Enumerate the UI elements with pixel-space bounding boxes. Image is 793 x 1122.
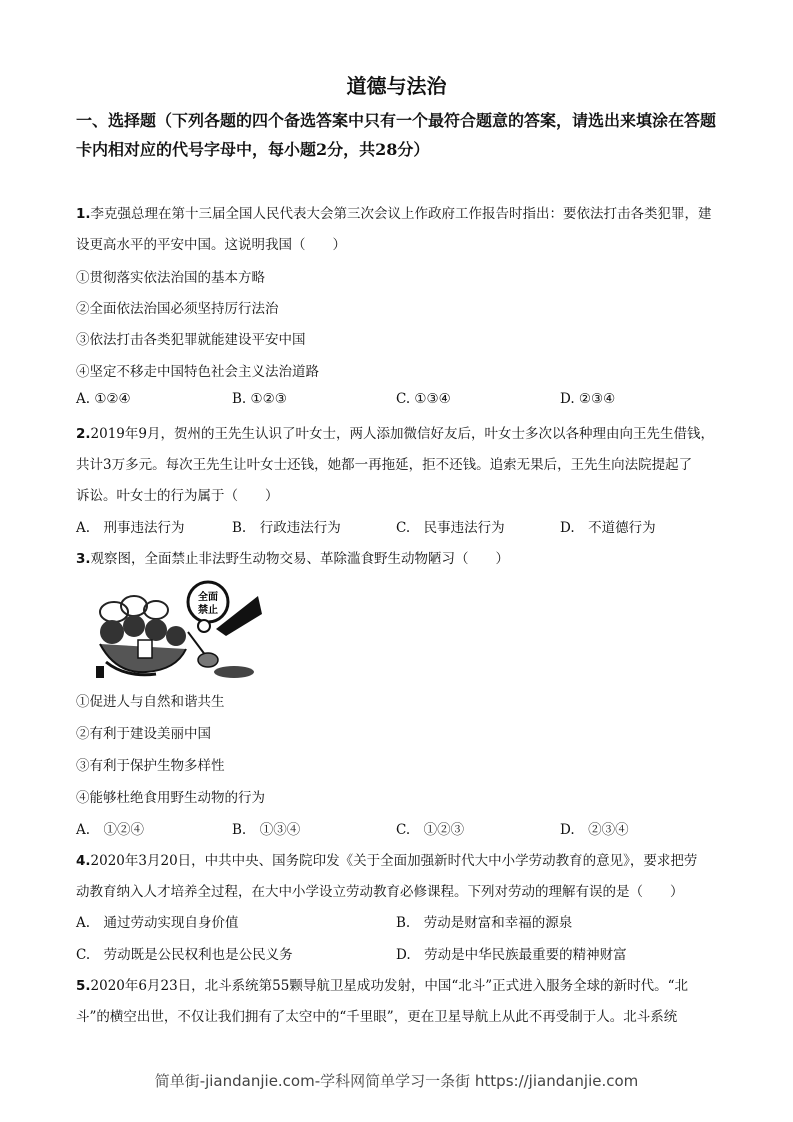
section-heading: 一、选择题（下列各题的四个备选答案中只有一个最符合题意的答案，请选出来填涂在答题卡内相对应的代号字母中，每小题2分，共28分） xyxy=(76,111,717,159)
question-3-item: ②有利于建设美丽中国 xyxy=(76,726,211,742)
question-3-line-1: 3.观察图，全面禁止非法野生动物交易、革除滥食野生动物陋习（ ） xyxy=(76,551,510,567)
question-1-option-b[interactable]: B. ①②③ xyxy=(232,391,287,407)
question-1-line-1: 1.李克强总理在第十三届全国人民代表大会第三次会议上作政府工作报告时指出：要依法打击各类犯罪，建 xyxy=(76,206,712,222)
question-2-line-3: 诉讼。叶女士的行为属于（ ） xyxy=(76,488,279,504)
ban-sign-text: 全面 xyxy=(198,592,218,603)
question-2-option-d[interactable]: D. 不道德行为 xyxy=(560,520,656,536)
question-2-option-b[interactable]: B. 行政违法行为 xyxy=(232,520,341,536)
question-3-option-c[interactable]: C. ①②③ xyxy=(396,822,465,838)
question-1-item: ④坚定不移走中国特色社会主义法治道路 xyxy=(76,364,319,380)
ban-sign-text: 禁止 xyxy=(198,605,218,616)
question-4-line-2: 动教育纳入人才培养全过程，在大中小学设立劳动教育必修课程。下列对劳动的理解有误的是（ ） xyxy=(76,884,684,900)
question-2-line-1: 2.2019年9月，贺州的王先生认识了叶女士，两人添加微信好友后，叶女士多次以各种理由向王先生借钱， xyxy=(76,426,714,442)
question-5-line-1: 5.2020年6月23日，北斗系统第55颗导航卫星成功发射，中国“北斗”正式进入服务全球的新时代。“北 xyxy=(76,978,689,994)
question-5-line-2: 斗”的横空出世，不仅让我们拥有了太空中的“千里眼”，更在卫星导航上从此不再受制于人。北斗系统 xyxy=(76,1009,678,1025)
question-1-option-c[interactable]: C. ①③④ xyxy=(396,391,451,407)
cartoon-illustration xyxy=(76,574,266,704)
question-1-option-a[interactable]: A. ①②④ xyxy=(76,391,131,407)
question-1-item: ③依法打击各类犯罪就能建设平安中国 xyxy=(76,332,306,348)
question-number: 5. xyxy=(76,978,91,994)
question-4-option-a[interactable]: A. 通过劳动实现自身价值 xyxy=(76,915,239,931)
question-3-option-d[interactable]: D. ②③④ xyxy=(560,822,629,838)
question-number: 1. xyxy=(76,206,91,222)
question-1-item: ②全面依法治国必须坚持厉行法治 xyxy=(76,301,279,317)
question-4-line-1: 4.2020年3月20日，中共中央、国务院印发《关于全面加强新时代大中小学劳动教育的意见》，要求把劳 xyxy=(76,853,698,869)
question-2-line-2: 共计3万多元。每次王先生让叶女士还钱，她都一再拖延，拒不还钱。追索无果后，王先生向法院提起了 xyxy=(76,457,693,473)
question-2-option-a[interactable]: A. 刑事违法行为 xyxy=(76,520,185,536)
question-number: 3. xyxy=(76,551,91,567)
page-title: 道德与法治 xyxy=(346,74,447,98)
question-1-line-2: 设更高水平的平安中国。这说明我国（ ） xyxy=(76,237,346,253)
question-number: 2. xyxy=(76,426,91,442)
question-3-option-b[interactable]: B. ①③④ xyxy=(232,822,301,838)
question-1-option-d[interactable]: D. ②③④ xyxy=(560,391,616,407)
page-footer: 简单街-jiandanjie.com-学科网简单学习一条街 https://jiandanjie.com xyxy=(154,1072,639,1090)
question-4-option-d[interactable]: D. 劳动是中华民族最重要的精神财富 xyxy=(396,947,627,963)
question-3-item: ①促进人与自然和谐共生 xyxy=(76,694,225,710)
wildlife-ban-cartoon xyxy=(76,574,266,684)
question-number: 4. xyxy=(76,853,91,869)
question-2-option-c[interactable]: C. 民事违法行为 xyxy=(396,520,505,536)
question-3-item: ③有利于保护生物多样性 xyxy=(76,758,225,774)
question-4-option-c[interactable]: C. 劳动既是公民权利也是公民义务 xyxy=(76,947,293,963)
question-3-option-a[interactable]: A. ①②④ xyxy=(76,822,145,838)
question-1-item: ①贯彻落实依法治国的基本方略 xyxy=(76,270,265,286)
question-4-option-b[interactable]: B. 劳动是财富和幸福的源泉 xyxy=(396,915,573,931)
question-3-item: ④能够杜绝食用野生动物的行为 xyxy=(76,790,265,806)
